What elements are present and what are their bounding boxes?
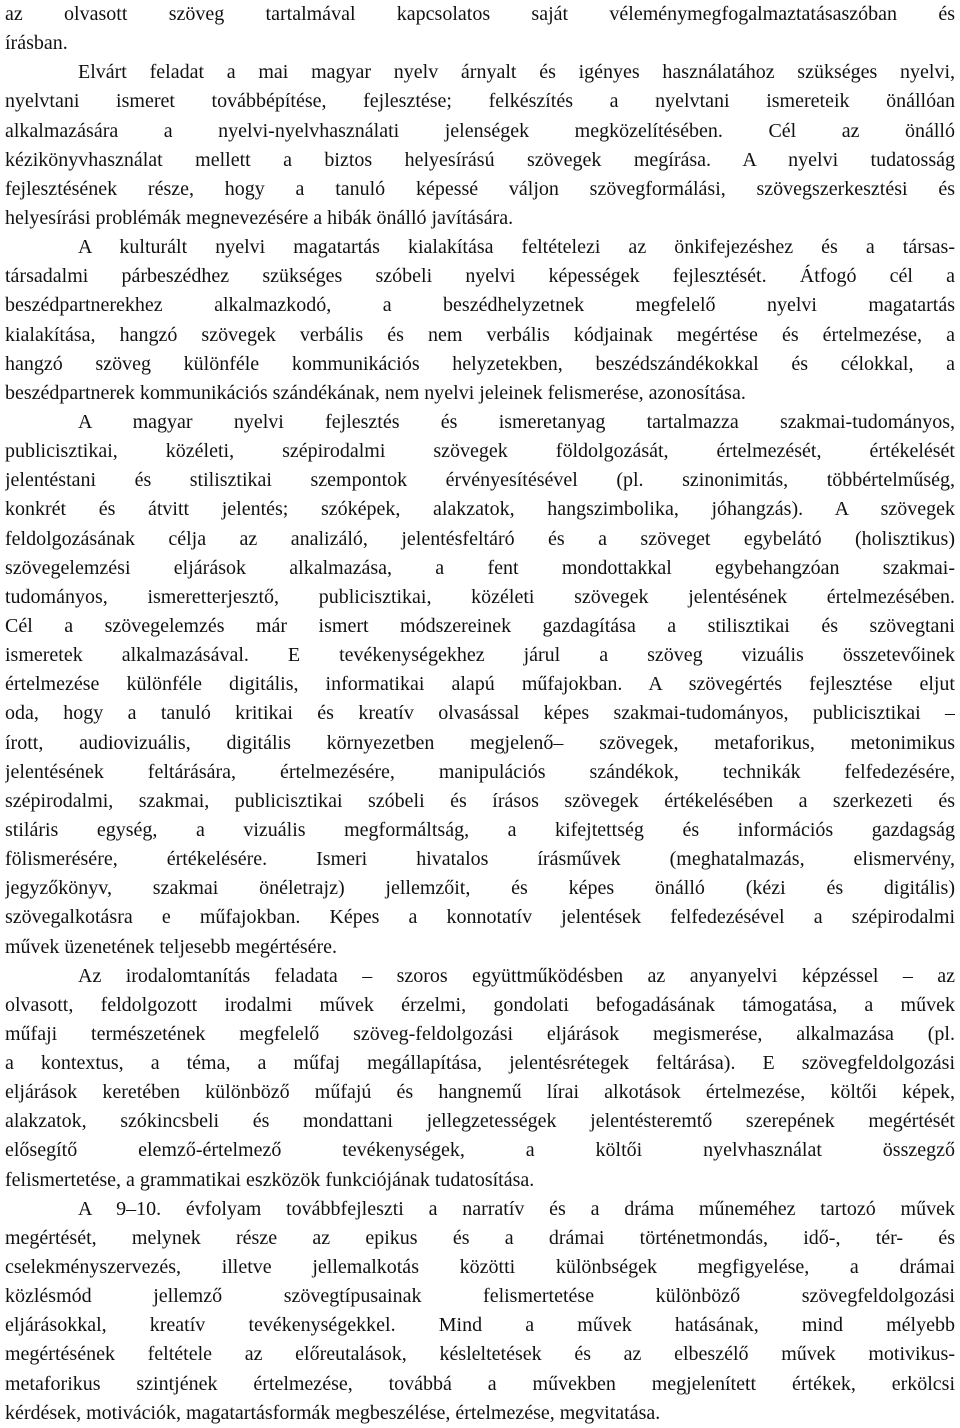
text-line: ismeretek alkalmazásával. E tevékenységekhez járul a szöveg vizuális összetevőinek — [5, 644, 955, 667]
text-line: hangzó szöveg különféle kommunikációs helyzetekben, beszédszándékokkal és célokkal, a — [5, 352, 955, 375]
text-line: megértését, melynek része az epikus és a drámai történetmondás, idő-, tér- és — [5, 1226, 955, 1249]
text-line: szövegelemzési eljárások alkalmazása, a fent mondottakkal egybehangzóan szakmai- — [5, 556, 955, 579]
text-line: fölismerésére, értékelésére. Ismeri hivatalos írásművek (meghatalmazás, elismervény, — [5, 848, 955, 871]
text-line: beszédpartnerek kommunikációs szándékának, nem nyelvi jeleinek felismerése, azonosítása. — [5, 381, 746, 404]
text-line: közlésmód jellemző szövegtípusainak felismertetése különböző szövegfeldolgozási — [5, 1285, 955, 1308]
text-line: szövegalkotásra e műfajokban. Képes a konnotatív jelentések felfedezésével a szépirodalmi — [5, 906, 955, 929]
text-line: szépirodalmi, szakmai, publicisztikai szóbeli és írásos szövegek értékelésében a szerkezeti és — [5, 789, 955, 812]
text-line: értelmezése különféle digitális, informatikai alapú műfajokban. A szövegértés fejlesztése eljut — [5, 673, 955, 696]
text-line: megértésének feltétele az előreutalások, késleltetések és az elbeszélő művek motivikus- — [5, 1343, 955, 1366]
paragraph-first-line: Elvárt feladat a mai magyar nyelv árnyalt és igényes használatához szükséges nyelvi, — [78, 61, 955, 84]
text-line: beszédpartnerekhez alkalmazkodó, a beszédhelyzetnek megfelelő nyelvi magatartás — [5, 294, 955, 317]
text-line: publicisztikai, közéleti, szépirodalmi szövegek földolgozását, értelmezését, értékelését — [5, 440, 955, 463]
text-line: elősegítő elemző-értelmező tevékenységek, a költői nyelvhasználat összegző — [5, 1139, 955, 1162]
text-line: Cél a szövegelemzés már ismert módszereinek gazdagítása a stilisztikai és szövegtani — [5, 614, 955, 637]
text-line: nyelvtani ismeret továbbépítése, fejlesztése; felkészítés a nyelvtani ismereteik önállóan — [5, 90, 955, 113]
text-line: alkalmazására a nyelvi-nyelvhasználati jelenségek megközelítésében. Cél az önálló — [5, 119, 955, 142]
text-line: írásban. — [5, 32, 68, 55]
text-line: tudományos, ismeretterjesztő, publicisztikai, közéleti szövegek jelentésének értelmezésében. — [5, 585, 955, 608]
paragraph-first-line: A magyar nyelvi fejlesztés és ismeretanyag tartalmazza szakmai-tudományos, — [78, 410, 955, 433]
text-line: jelentéstani és stilisztikai szempontok érvényesítésével (pl. szinonimitás, többértelműség, — [5, 469, 955, 492]
text-line: az olvasott szöveg tartalmával kapcsolatos saját véleménymegfogalmaztatásaszóban és — [5, 3, 955, 25]
text-line: társadalmi párbeszédhez szükséges szóbeli nyelvi képességek fejlesztését. Átfogó cél a — [5, 265, 955, 288]
text-line: írott, audiovizuális, digitális környezetben megjelenő– szövegek, metaforikus, metonimikus — [5, 731, 955, 754]
text-line: konkrét és átvitt jelentés; szóképek, alakzatok, hangszimbolika, jóhangzás). A szövegek — [5, 498, 955, 521]
text-line: kérdések, motivációk, magatartásformák megbeszélése, értelmezése, megvitatása. — [5, 1401, 661, 1424]
text-line: művek üzenetének teljesebb megértésére. — [5, 935, 338, 958]
text-line: a kontextus, a téma, a műfaj megállapítása, jelentésrétegek feltárása). E szövegfeldolgozási — [5, 1052, 955, 1075]
text-line: oda, hogy a tanuló kritikai és kreatív olvasással képes szakmai-tudományos, publicisztikai – — [5, 702, 955, 725]
paragraph-first-line: Az irodalomtanítás feladata – szoros együttműködésben az anyanyelvi képzéssel – az — [78, 964, 955, 987]
paragraph-first-line: A kulturált nyelvi magatartás kialakítása feltételezi az önkifejezéshez és a társas- — [78, 236, 955, 259]
paragraph-first-line: A 9–10. évfolyam továbbfejleszti a narratív és a dráma műneméhez tartozó művek — [78, 1197, 955, 1220]
text-line: eljárásokkal, kreatív tevékenységekkel. Mind a művek hatásának, mind mélyebb — [5, 1314, 955, 1337]
text-line: kézikönyvhasználat mellett a biztos helyesírású szövegek megírása. A nyelvi tudatosság — [5, 148, 955, 171]
text-line: metaforikus szintjének értelmezése, továbbá a művekben megjelenített értékek, erkölcsi — [5, 1372, 955, 1395]
text-line: helyesírási problémák megnevezésére a hibák önálló javítására. — [5, 206, 514, 229]
text-line: jegyzőkönyv, szakmai önéletrajz) jellemzőit, és képes önálló (kézi és digitális) — [5, 877, 955, 900]
text-line: kialakítása, hangzó szövegek verbális és nem verbális kódjainak megértése és értelmezése, a — [5, 323, 955, 346]
text-line: stiláris egység, a vizuális megformáltság, a kifejtettség és információs gazdagság — [5, 818, 955, 841]
text-line: feldolgozásának célja az analizáló, jelentésfeltáró és a szöveget egybelátó (holisztikus) — [5, 527, 955, 550]
text-line: jelentésének feltárására, értelmezésére, manipulációs szándékok, technikák felfedezésére, — [5, 760, 955, 783]
text-line: műfaji természetének megfelelő szöveg-feldolgozási eljárások megismerése, alkalmazása (pl. — [5, 1022, 955, 1045]
text-line: cselekményszervezés, illetve jellemalkotás közötti különbségek megfigyelése, a drámai — [5, 1256, 955, 1279]
text-line: olvasott, feldolgozott irodalmi művek érzelmi, gondolati befogadásának támogatása, a művek — [5, 993, 955, 1016]
text-line: alakzatok, szókincsbeli és mondattani jellegzetességek jelentésteremtő szerepének megértését — [5, 1110, 955, 1133]
text-line: felismertetése, a grammatikai eszközök funkciójának tudatosítása. — [5, 1168, 535, 1191]
text-line: fejlesztésének része, hogy a tanuló képessé váljon szövegformálási, szövegszerkesztési és — [5, 177, 955, 200]
text-line: eljárások keretében különböző műfajú és hangnemű lírai alkotások értelmezése, költői képek, — [5, 1081, 955, 1104]
body-text — [5, 0, 955, 1428]
